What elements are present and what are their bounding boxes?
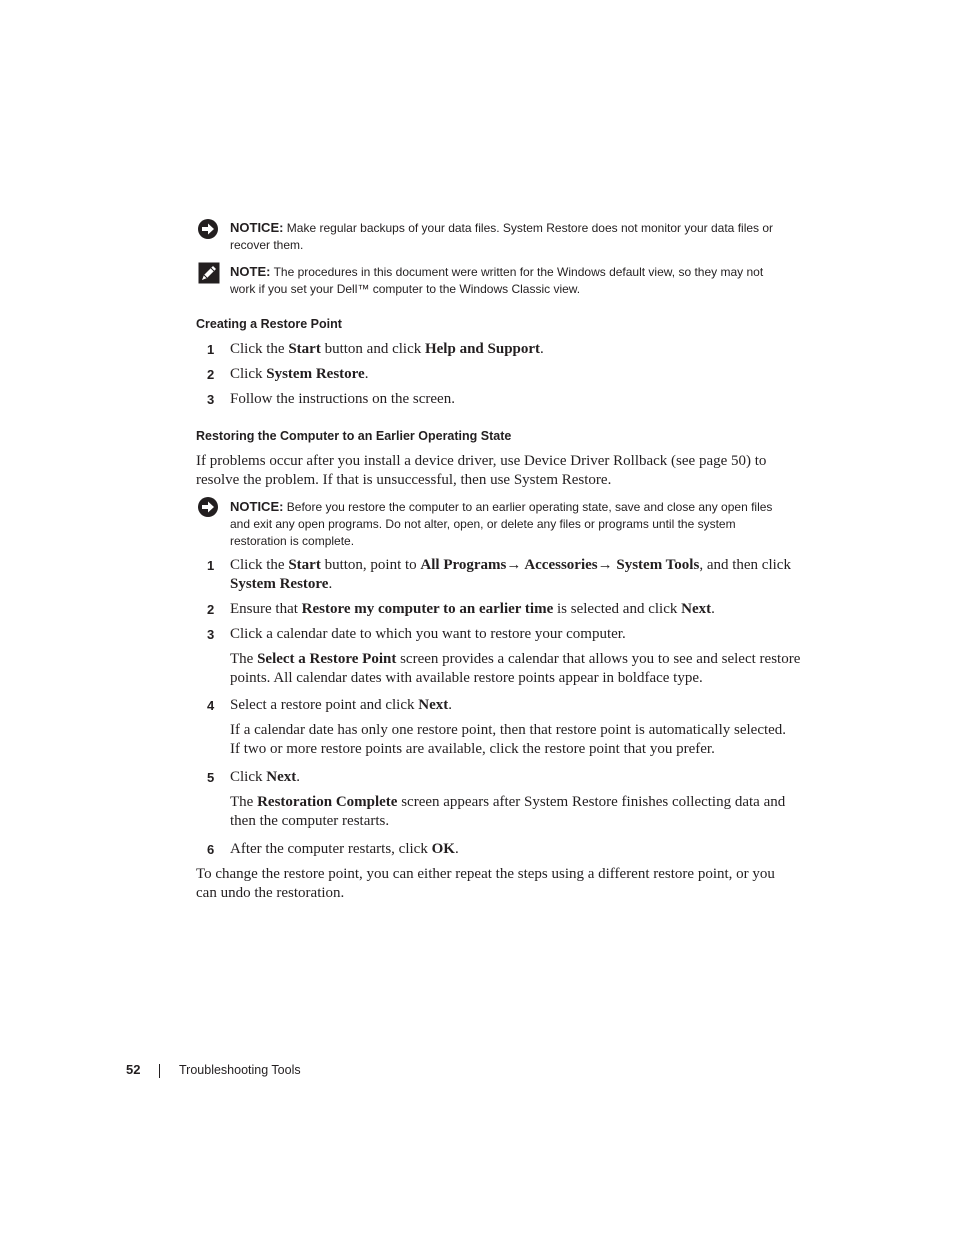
notice-label: NOTICE: xyxy=(230,220,284,235)
notice-text-line: Make regular backups of your data files. System Restore does not monitor your data files or xyxy=(286,221,774,235)
step-text: Ensure that Restore my computer to an earlier time is selected and click Next. xyxy=(230,601,715,617)
step-text: Follow the instructions on the screen. xyxy=(230,391,455,407)
step-number: 4 xyxy=(207,698,215,713)
step-number: 3 xyxy=(207,392,215,407)
section-heading: Creating a Restore Point xyxy=(196,317,342,331)
pencil-icon xyxy=(198,262,220,284)
notice-icon xyxy=(198,219,218,239)
note-block xyxy=(230,263,830,298)
notice-icon xyxy=(198,497,218,517)
step-number: 1 xyxy=(207,342,215,357)
intro-paragraph: If problems occur after you install a device driver, use Device Driver Rollback (see page 50) to resolve the problem. If that is unsuccessful, then use System Restore. xyxy=(196,453,767,488)
notice-block xyxy=(230,219,830,254)
step-paragraph: If a calendar date has only one restore point, then that restore point is automatically selected. If two or more restore points are available, click the restore point that you prefer. xyxy=(230,722,787,757)
step-paragraph: The Restoration Complete screen appears after System Restore finishes collecting data and then the computer restarts. xyxy=(230,794,786,829)
page-number: 52 xyxy=(126,1062,141,1077)
footer-divider xyxy=(159,1064,160,1078)
step-text: Click a calendar date to which you want to restore your computer. xyxy=(230,626,626,642)
step-number: 2 xyxy=(207,367,215,382)
closing-paragraph: To change the restore point, you can either repeat the steps using a different restore point, or you can undo the restoration. xyxy=(196,866,775,901)
step-paragraph: The Select a Restore Point screen provides a calendar that allows you to see and select restore points. All calendar dates with available restore points appear in boldface type. xyxy=(230,651,801,686)
section-heading: Restoring the Computer to an Earlier Operating State xyxy=(196,429,512,443)
notice-text-line: recover them. xyxy=(230,238,304,252)
footer-section-title: Troubleshooting Tools xyxy=(179,1063,301,1077)
step-text: Click the Start button, point to All Programs→ Accessories→ System Tools, and then click System Restore. xyxy=(230,557,791,592)
notice-block: NOTICE: Before you restore the computer to an earlier operating state, save and close any open files and exit any open programs. Do not alter, open, or delete any files or programs until the system restoration is complete. xyxy=(230,499,773,548)
step-number: 1 xyxy=(207,558,215,573)
notice-label: NOTICE: xyxy=(230,499,284,514)
note-text-line: work if you set your Dell™ computer to the Windows Classic view. xyxy=(230,282,581,296)
note-label: NOTE: xyxy=(230,264,271,279)
step-text: Select a restore point and click Next. xyxy=(230,697,453,713)
step-number: 2 xyxy=(207,602,215,617)
step-number: 3 xyxy=(207,627,215,642)
step-number: 5 xyxy=(207,770,215,785)
step-number: 6 xyxy=(207,842,215,857)
step-text: Click Next. xyxy=(230,769,300,785)
step-text: Click System Restore. xyxy=(230,366,369,382)
step-text: After the computer restarts, click OK. xyxy=(230,841,459,857)
note-text-line: The procedures in this document were written for the Windows default view, so they may not xyxy=(273,265,764,279)
step-text: Click the Start button and click Help and Support. xyxy=(230,341,544,357)
